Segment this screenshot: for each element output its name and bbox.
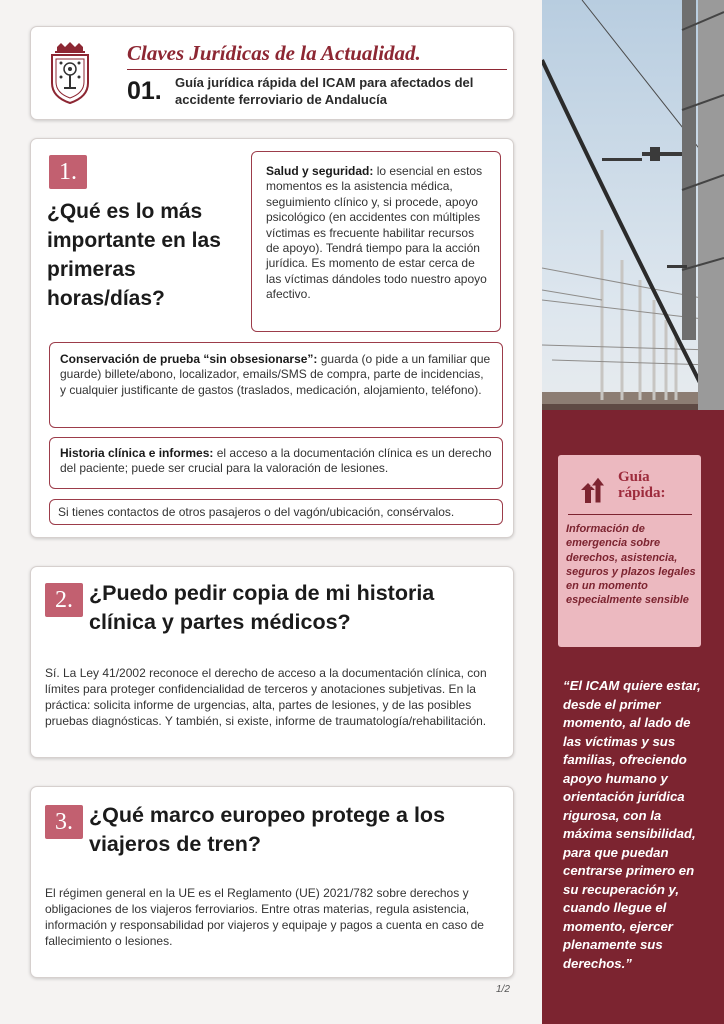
- section-2-card: [30, 566, 514, 758]
- document-number: 01.: [127, 77, 162, 105]
- section-question: ¿Qué es lo más importante en las primeras horas/días?: [47, 200, 221, 310]
- medical-records-box: [49, 437, 503, 489]
- box-text: lo esencial en estos momentos es la asistencia médica, seguimiento clínico y, si procede, apoyo psicológico (en accidentes con múltiples víctimas es frecuente habilitar recursos de apoyo). Tendrá tiempo para la acción jurídica. Es momento de estar cerca de las víctimas dándoles todo nuestro apoyo afectivo.: [266, 164, 487, 302]
- section-3-card: [30, 786, 514, 978]
- section-body: Sí. La Ley 41/2002 reconoce el derecho de acceso a la documentación clínica, con límites para proteger confidencialidad de terceros y anotaciones subjetivas. En la práctica: solicita informe de urgencias, alta, partes de lesiones, y de las posibles pruebas diagnósticas. Y también, si existe, informe de traumatología/rehabilitación.: [45, 666, 487, 728]
- quick-guide-box: [558, 455, 701, 647]
- box-text: el acceso a la documentación clínica es un derecho del paciente; puede ser crucial para la valoración de lesiones.: [60, 446, 492, 476]
- section-number-badge: 2.: [45, 583, 83, 617]
- box-label: Salud y seguridad:: [266, 164, 374, 178]
- guide-description: Información de emergencia sobre derechos, asistencia, seguros y plazos legales en un momento especialmente sensible: [566, 523, 696, 607]
- box-text: guarda (o pide a un familiar que guarde) billete/abono, localizador, emails/SMS de compra, parte de incidencias, y cualquier justificante de gastos (traslados, medicación, alojamiento, teléfono).: [60, 352, 491, 397]
- guide-title-line-2: rápida:: [618, 485, 666, 501]
- section-number-badge: 1.: [49, 155, 87, 189]
- icam-quote: “El ICAM quiere estar, desde el primer momento, al lado de las víctimas y sus familias, ofreciendo apoyo humano y orientación jurídica rigurosa, con la máxima sensibilidad, para que puedan centrarse primero en su recuperación y, cuando llegue el momento, ejercer plenamente sus derechos.”: [563, 678, 701, 971]
- section-number-badge: 3.: [45, 805, 83, 839]
- railway-catenary-photo: [542, 0, 724, 430]
- arrow-up-icon: [578, 475, 608, 505]
- sidebar-panel: [542, 430, 724, 1024]
- box-label: Historia clínica e informes:: [60, 446, 214, 460]
- section-question: ¿Qué marco europeo protege a los viajeros de tren?: [89, 803, 446, 856]
- box-label: Conservación de prueba “sin obsesionarse”:: [60, 352, 318, 366]
- document-subtitle: Guía jurídica rápida del ICAM para afectados del accidente ferroviario de Andalucía: [175, 75, 474, 107]
- guide-title: [618, 469, 666, 501]
- contacts-box: Si tienes contactos de otros pasajeros o del vagón/ubicación, consérvalos.: [49, 499, 503, 525]
- page-number: 1/2: [496, 984, 510, 995]
- section-1-card: [30, 138, 514, 538]
- guide-title-line-1: Guía: [618, 469, 650, 485]
- health-safety-box: [251, 151, 501, 332]
- title-divider: [127, 69, 507, 70]
- section-question: ¿Puedo pedir copia de mi historia clínica y partes médicos?: [89, 581, 435, 634]
- header-card: [30, 26, 514, 120]
- section-body: El régimen general en la UE es el Reglamento (UE) 2021/782 sobre derechos y obligaciones de los viajeros ferroviarios. Entre otras materias, regula asistencia, información y responsabilidad por viajeros y equipaje y pagos a cuenta en caso de fallecimiento o lesiones.: [45, 886, 484, 948]
- icam-crest-logo: [47, 41, 93, 105]
- evidence-box: [49, 342, 503, 428]
- guide-divider: [568, 514, 692, 515]
- document-title: Claves Jurídicas de la Actualidad.: [127, 41, 421, 65]
